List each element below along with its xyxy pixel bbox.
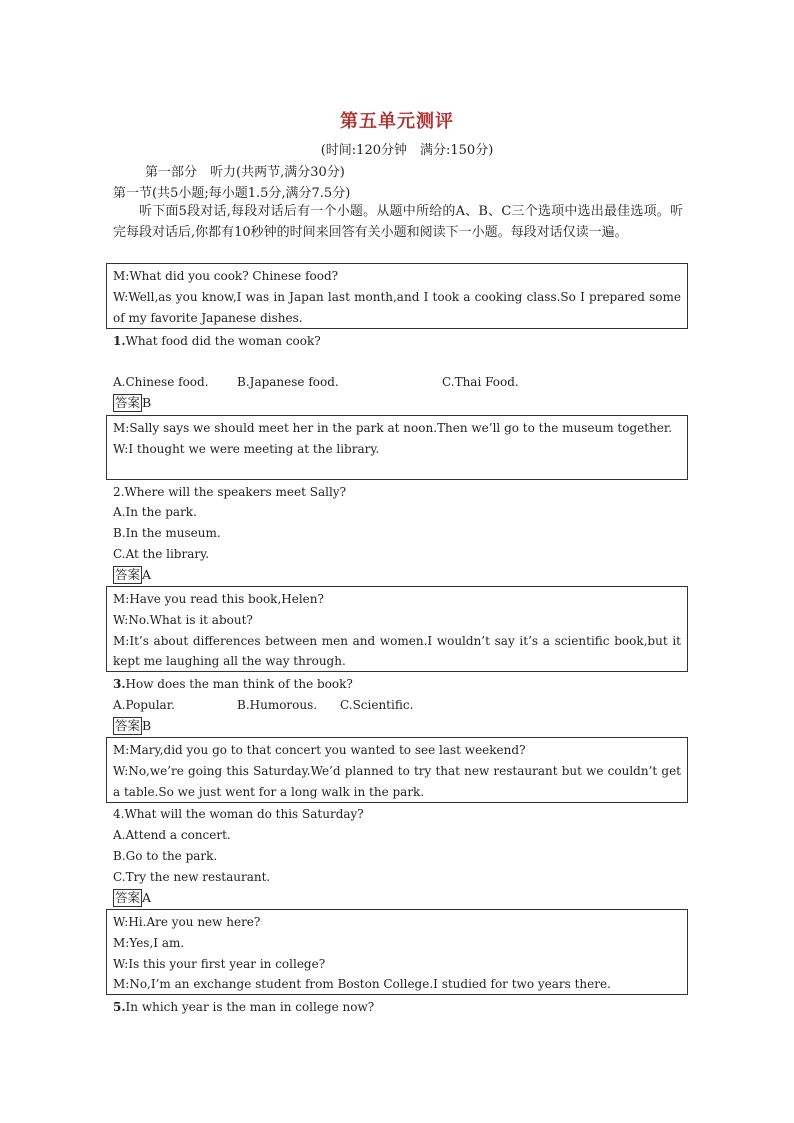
question-4 — [113, 807, 364, 821]
answer-value: B — [142, 395, 152, 410]
option-b: B.In the museum. — [113, 526, 221, 540]
answer-value: A — [142, 890, 152, 905]
dialogue-line: M:What did you cook? Chinese food? — [113, 269, 339, 283]
answer-label: 答案 — [115, 395, 141, 410]
answer-label: 答案 — [115, 890, 141, 905]
option-c: C.At the library. — [113, 547, 210, 561]
question-number: 2. — [113, 485, 125, 499]
dialogue-line: W:No.What is it about? — [113, 612, 253, 627]
dialogue-line: M:No,I’m an exchange student from Boston College.I studied for two years there. — [113, 977, 611, 992]
option-b: B.Humorous. — [237, 698, 318, 712]
option-b: B.Go to the park. — [113, 849, 218, 863]
dialogue-line: W:Is this your first year in college? — [113, 956, 326, 971]
exam-info: (时间:120分钟 满分:150分) — [320, 143, 494, 158]
answer-4 — [113, 889, 151, 907]
question-text: What will the woman do this Saturday? — [124, 807, 364, 821]
dialogue-line: W:Well,as you know,I was in Japan last month,and I took a cooking class.So I prepared some of my favorite Japanese dishes. — [113, 289, 681, 325]
answer-3 — [113, 717, 151, 735]
dialogue-line: M:Have you read this book,Helen? — [113, 592, 324, 606]
question-text: In which year is the man in college now? — [125, 1000, 375, 1014]
dialogue-line: M:It’s about differences between men and women.I wouldn’t say it’s a scientific book,but it kept me laughing all the way through. — [113, 633, 681, 669]
question-number: 5. — [113, 1000, 126, 1014]
dialogue-line: W:I thought we were meeting at the library. — [113, 441, 380, 456]
dialogue-line: M:Yes,I am. — [113, 935, 185, 950]
question-5 — [113, 1000, 374, 1014]
answer-2 — [113, 566, 151, 584]
answer-value: A — [142, 567, 152, 582]
question-3 — [113, 677, 353, 691]
option-a: A.In the park. — [113, 505, 197, 519]
question-number: 1. — [113, 334, 126, 348]
question-text: How does the man think of the book? — [125, 677, 353, 691]
dialogue-box-4 — [106, 737, 688, 803]
page-title: 第五单元测评 — [340, 111, 454, 132]
option-b: B.Japanese food. — [237, 375, 339, 389]
question-number: 4. — [113, 807, 125, 821]
dialogue-box-5 — [106, 909, 688, 995]
option-c: C.Thai Food. — [442, 375, 519, 389]
option-a: A.Attend a concert. — [113, 828, 231, 842]
option-c: C.Try the new restaurant. — [113, 870, 271, 884]
dialogue-line: W:No,we’re going this Saturday.We’d planned to try that new restaurant but we couldn’t get a table.So we just went for a long walk in the park. — [113, 763, 681, 799]
dialogue-line: M:Sally says we should meet her in the park at noon.Then we’ll go to the museum together. — [113, 421, 673, 435]
question-text: Where will the speakers meet Sally? — [124, 485, 346, 499]
answer-label: 答案 — [115, 567, 141, 582]
answer-value: B — [142, 718, 152, 733]
question-text: What food did the woman cook? — [125, 334, 321, 348]
answer-label: 答案 — [115, 718, 141, 733]
dialogue-box-2 — [106, 415, 688, 480]
dialogue-line: M:Mary,did you go to that concert you wanted to see last weekend? — [113, 743, 526, 757]
part-title: 第一部分 听力(共两节,满分30分) — [145, 165, 345, 180]
question-number: 3. — [113, 677, 126, 691]
option-a: A.Popular. — [113, 698, 175, 712]
answer-1 — [113, 394, 151, 412]
option-c: C.Scientific. — [340, 698, 414, 712]
option-a: A.Chinese food. — [113, 375, 209, 389]
question-2 — [113, 485, 346, 499]
dialogue-box-1 — [106, 263, 688, 329]
dialogue-box-3 — [106, 586, 688, 672]
section-title: 第一节(共5小题;每小题1.5分,满分7.5分) — [113, 186, 351, 201]
instructions: 听下面5段对话,每段对话后有一个小题。从题中所给的A、B、C三个选项中选出最佳选项。听完每段对话后,你都有10秒钟的时间来回答有关小题和阅读下一小题。每段对话仅读一遍。 — [113, 204, 683, 240]
question-1 — [113, 334, 321, 348]
dialogue-line: W:Hi.Are you new here? — [113, 915, 261, 929]
